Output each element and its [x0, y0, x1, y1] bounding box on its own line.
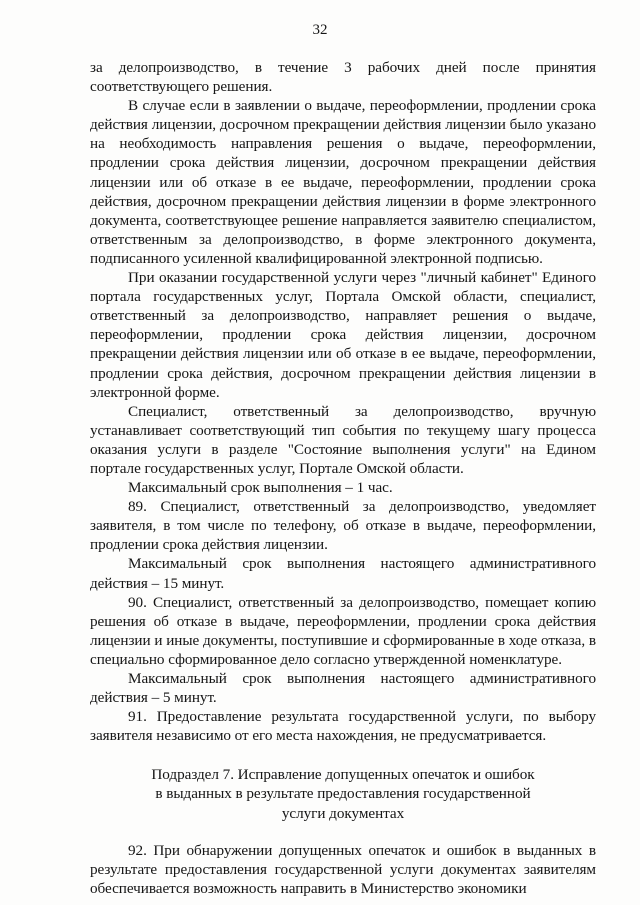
page-number: 32: [312, 22, 328, 38]
paragraph: В случае если в заявлении о выдаче, переоформлении, продлении срока действия лицензии, досрочном прекращении действия лицензии было указано на необходимость направления решения о выдаче, переоформлении, продлении срока действия лицензии, досрочном прекращении действия лицензии или об отказе в ее выдаче, переоформлении, продлении срока действия, досрочном прекращении действия лицензии в форме электронного документа, соответствующее решение направляется заявителю специалистом, ответственным за делопроизводство, в форме электронного документа, подписанного усиленной квалифицированной электронной подписью.: [90, 97, 596, 267]
document-body: [90, 58, 596, 898]
paragraph: 92. При обнаружении допущенных опечаток и ошибок в выданных в результате предоставления государственной услуги документах заявителям обеспечивается возможность направить в Министерство экономики: [90, 841, 596, 897]
section-heading-line: услуги документах: [281, 804, 405, 822]
section-heading: [90, 765, 596, 822]
paragraph: Максимальный срок выполнения настоящего административного действия – 5 минут.: [90, 670, 596, 707]
paragraph: Максимальный срок выполнения настоящего административного действия – 15 минут.: [90, 555, 596, 592]
section-heading-line: в выданных в результате предоставления государственной: [155, 785, 531, 803]
paragraph: 90. Специалист, ответственный за делопроизводство, помещает копию решения об отказе в выдаче, переоформлении, продлении срока действия лицензии и иные документы, поступившие и сформированные в ходе отказа, в специально сформированное дело согласно утвержденной номенклатуре.: [90, 593, 596, 668]
paragraph: Специалист, ответственный за делопроизводство, вручную устанавливает соответствующий тип события по текущему шагу процесса оказания услуги в разделе "Состояние выполнения услуги" на Едином портале государственных услуг, Портале Омской области.: [90, 402, 596, 477]
section-heading-line: Подраздел 7. Исправление допущенных опечаток и ошибок: [151, 766, 535, 784]
paragraph: за делопроизводство, в течение 3 рабочих дней после принятия соответствующего решения.: [90, 59, 596, 96]
paragraph: Максимальный срок выполнения – 1 час.: [128, 479, 393, 497]
paragraph: 91. Предоставление результата государственной услуги, по выбору заявителя независимо от его места нахождения, не предусматривается.: [90, 708, 596, 745]
paragraph: 89. Специалист, ответственный за делопроизводство, уведомляет заявителя, в том числе по телефону, об отказе в выдаче, переоформлении, продлении срока действия лицензии.: [90, 498, 596, 554]
paragraph: При оказании государственной услуги через "личный кабинет" Единого портала государственных услуг, Портала Омской области, специалист, ответственный за делопроизводство, направляет решения о выдаче, переоформлении, продлении срока действия лицензии, досрочном прекращении действия лицензии или об отказе в ее выдаче, переоформлении, продлении срока действия, досрочном прекращении действия лицензии в электронной форме.: [90, 269, 596, 401]
